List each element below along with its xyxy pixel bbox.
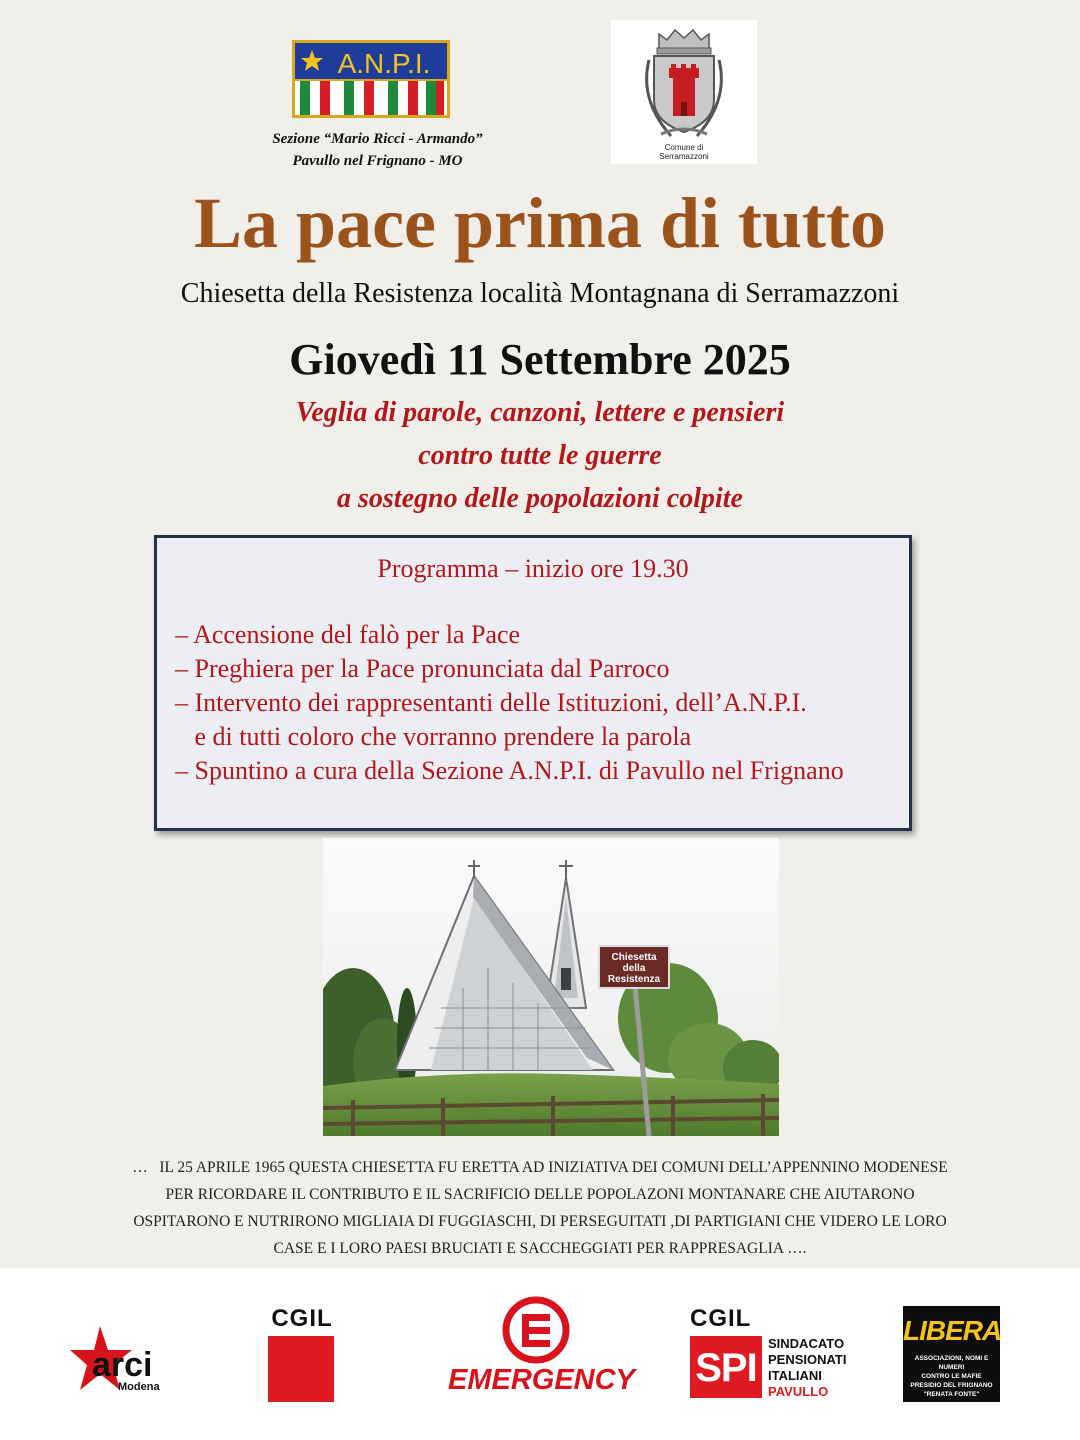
anpi-caption <box>200 128 555 172</box>
subtitle-line: a sostegno delle popolazioni colpite <box>337 483 743 514</box>
history-text <box>40 1154 1040 1262</box>
spi-line: ITALIANI <box>768 1368 822 1383</box>
anpi-logo <box>292 40 450 118</box>
program-item: e di tutti coloro che vorranno prendere la parola <box>175 722 692 751</box>
libera-line: "RENATA FONTE" <box>923 1391 980 1398</box>
libera-description <box>903 1354 1000 1399</box>
spi-line-pavullo: PAVULLO <box>768 1384 829 1399</box>
comune-logo-line1: Comune di <box>664 143 704 152</box>
history-line: PER RICORDARE IL CONTRIBUTO E IL SACRIFICIO DELLE POPOLAZONI MONTANARE CHE AIUTARONO <box>165 1186 915 1203</box>
arci-modena-logo <box>70 1318 170 1408</box>
spi-red-box <box>690 1336 762 1398</box>
svg-text:A.N.P.I.: A.N.P.I. <box>337 48 431 79</box>
comune-coat-of-arms <box>611 20 757 164</box>
svg-text:Resistenza: Resistenza <box>607 974 661 985</box>
spi-line: PENSIONATI <box>768 1352 847 1367</box>
sponsors-band <box>0 1268 1080 1440</box>
anpi-caption-line1: Sezione “Mario Ricci - Armando” <box>272 131 483 147</box>
cgil-spi-logo <box>688 1306 863 1406</box>
libera-line: CONTRO LE MAFIE <box>921 1373 982 1380</box>
program-item: – Accensione del falò per la Pace <box>175 620 521 649</box>
svg-text:della: della <box>622 963 646 974</box>
spi-text: SPI <box>695 1346 757 1390</box>
program-box <box>154 535 912 831</box>
church-photo <box>323 838 779 1136</box>
event-subtitle <box>0 391 1080 520</box>
svg-text:Chiesetta: Chiesetta <box>611 952 657 963</box>
cgil-red-square <box>268 1336 334 1402</box>
main-title: La pace prima di tutto <box>194 183 886 263</box>
history-line: OSPITARONO E NUTRIRONO MIGLIAIA DI FUGGIASCHI, DI PERSEGUITATI ,DI PARTIGIANI CHE VIDERO LE LORO <box>133 1213 947 1230</box>
subtitle-line: contro tutte le guerre <box>418 440 662 471</box>
libera-line: ASSOCIAZIONI, NOMI E NUMERI <box>914 1355 989 1371</box>
subtitle-line: Veglia di parole, canzoni, lettere e pensieri <box>295 397 785 428</box>
spi-line: SINDACATO <box>768 1336 845 1351</box>
comune-logo-line2: Serramazzoni <box>659 152 709 161</box>
history-line: … IL 25 APRILE 1965 QUESTA CHIESETTA FU ERETTA AD INIZIATIVA DEI COMUNI DELL’APPENNINO MODENESE <box>132 1159 948 1176</box>
program-title: Programma – inizio ore 19.30 <box>377 554 689 583</box>
cgil-logo <box>266 1306 338 1406</box>
history-line: CASE E I LORO PAESI BRUCIATI E SACCHEGGIATI PER RAPPRESAGLIA …. <box>273 1240 807 1257</box>
anpi-caption-line2: Pavullo nel Frignano - MO <box>292 153 463 169</box>
emergency-logo <box>448 1296 635 1396</box>
libera-line: PRESIDIO DEL FRIGNANO <box>910 1382 993 1389</box>
program-list <box>175 618 905 788</box>
spi-description <box>768 1336 847 1400</box>
event-location: Chiesetta della Resistenza località Montagnana di Serramazzoni <box>180 278 900 309</box>
svg-text:arci: arci <box>92 1346 153 1384</box>
program-item: – Intervento dei rappresentanti delle Istituzioni, dell’A.N.P.I. <box>175 688 807 717</box>
event-date: Giovedì 11 Settembre 2025 <box>289 335 791 384</box>
spi-cgil-text: CGIL <box>690 1305 752 1332</box>
svg-text:Modena: Modena <box>118 1381 160 1393</box>
program-item: – Preghiera per la Pace pronunciata dal Parroco <box>175 654 670 683</box>
libera-logo-text: LIBERA <box>903 1315 1002 1346</box>
emergency-logo-text: EMERGENCY <box>448 1364 635 1396</box>
program-item: – Spuntino a cura della Sezione A.N.P.I. di Pavullo nel Frignano <box>175 756 844 785</box>
libera-logo <box>903 1306 1000 1402</box>
cgil-logo-text: CGIL <box>271 1305 333 1332</box>
